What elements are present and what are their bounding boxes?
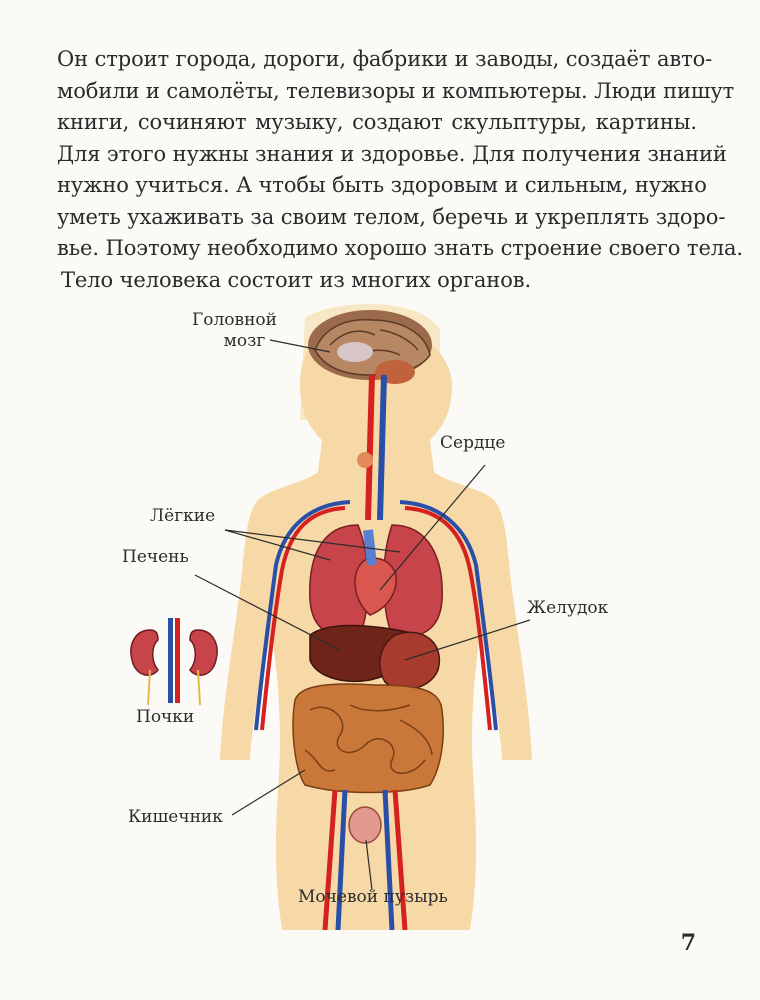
label-stomach: Желудок [527,598,609,618]
label-kidneys: Почки [136,707,195,727]
text-line: уметь ухаживать за своим телом, беречь и укреплять здоро- [57,204,726,229]
label-intestine: Кишечник [128,807,223,827]
carotid-artery [368,375,372,520]
brain-core [337,342,373,362]
stomach [380,632,440,689]
left-kidney [131,630,158,675]
text-line: Для этого нужны знания и здоровье. Для получения знаний [57,141,727,166]
text-line: книги, сочиняют музыку, создают скульптуры, картины. [57,110,697,134]
right-kidney [190,630,217,675]
text-line: нужно учиться. А чтобы быть здоровым и сильным, нужно [57,173,707,197]
text-line: Он строит города, дороги, фабрики и заводы, создаёт авто- [57,47,713,71]
text-line: Тело человека состоит из многих органов. [61,267,532,292]
body-text [57,44,744,296]
jugular-vein [380,375,384,520]
label-brain-line1: Головной [192,310,277,330]
paragraph-1 [57,44,744,265]
text-line: мобили и самолёты, телевизоры и компьютеры. Люди пишут [57,78,735,103]
label-liver: Печень [122,547,189,567]
label-lungs: Лёгкие [150,506,216,526]
text-line: вье. Поэтому необходимо хорошо знать строение своего тела. [57,236,744,260]
intestine [293,684,443,793]
page-number: 7 [680,930,696,956]
label-brain-line2: мозг [223,331,266,351]
kidney-vein [168,618,173,703]
label-brain [192,310,277,352]
bladder [349,807,381,843]
thyroid [357,452,373,468]
label-heart: Сердце [440,433,506,453]
kidney-artery [175,618,180,703]
ureters [148,670,200,705]
human-body-illustration [0,290,760,930]
kidneys-inset [131,618,217,705]
label-bladder: Мочевой пузырь [298,887,448,907]
